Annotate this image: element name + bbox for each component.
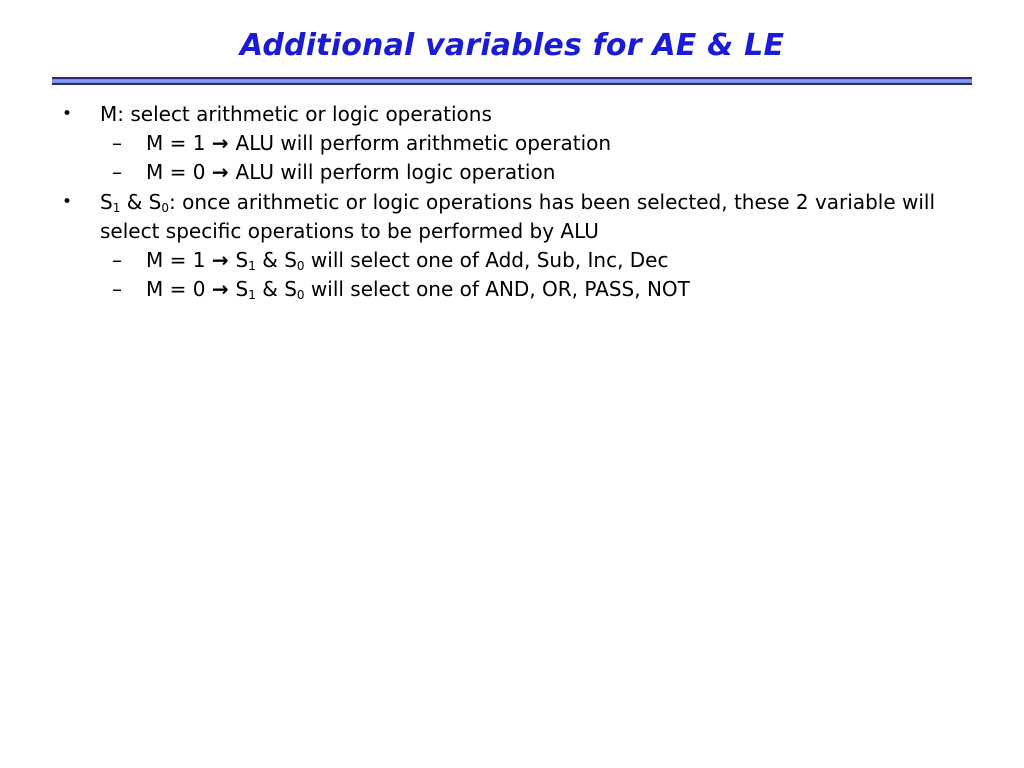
dash-icon: – — [112, 277, 122, 301]
arrow-right-icon: → — [211, 160, 236, 184]
bullet-dot-icon: • — [62, 192, 73, 212]
sub-bullet-post: will select one of AND, OR, PASS, NOT — [304, 277, 690, 301]
arrow-right-icon: → — [211, 131, 236, 155]
variable-s0: S — [284, 248, 297, 272]
slide-body — [62, 100, 962, 304]
title-underline — [52, 77, 972, 85]
dash-icon: – — [112, 160, 122, 184]
sub-bullet-item — [62, 129, 962, 158]
dash-icon: – — [112, 248, 122, 272]
bullet-item — [62, 188, 962, 246]
bullet-text: M: select arithmetic or logic operations — [100, 102, 492, 126]
ampersand: & — [255, 277, 285, 301]
sub-bullet-pre: M = 0 — [146, 160, 206, 184]
variable-s1: S — [235, 248, 249, 272]
sub-bullet-item — [62, 246, 962, 275]
variable-s1-subscript: 1 — [112, 201, 121, 215]
variable-s0-subscript: 0 — [161, 201, 169, 215]
ampersand: & — [120, 190, 149, 214]
sub-bullet-post: will select one of Add, Sub, Inc, Dec — [304, 248, 669, 272]
sub-bullet-pre: M = 0 — [146, 277, 206, 301]
variable-s1-subscript: 1 — [248, 259, 256, 273]
variable-s0-subscript: 0 — [296, 259, 305, 273]
variable-s0-subscript: 0 — [296, 288, 305, 302]
bullet-text: : once arithmetic or logic operations has been selected, these 2 variable will select specific operations to be performed by ALU — [100, 190, 936, 243]
sub-bullet-post: ALU will perform arithmetic operation — [235, 131, 612, 155]
sub-bullet-item — [62, 158, 962, 187]
sub-bullet-item — [62, 275, 962, 304]
arrow-right-icon: → — [211, 248, 236, 272]
ampersand: & — [255, 248, 285, 272]
sub-bullet-post: ALU will perform logic operation — [235, 160, 556, 184]
arrow-right-icon: → — [211, 277, 236, 301]
dash-icon: – — [112, 131, 122, 155]
sub-bullet-pre: M = 1 — [146, 131, 206, 155]
variable-s0: S — [284, 277, 297, 301]
bullet-dot-icon: • — [62, 104, 73, 124]
sub-bullet-pre: M = 1 — [146, 248, 206, 272]
bullet-item — [62, 100, 962, 129]
variable-s1-subscript: 1 — [248, 288, 256, 302]
variable-s0: S — [148, 190, 162, 214]
slide-title: Additional variables for AE & LE — [239, 28, 785, 63]
variable-s1: S — [235, 277, 249, 301]
variable-s1: S — [100, 190, 113, 214]
